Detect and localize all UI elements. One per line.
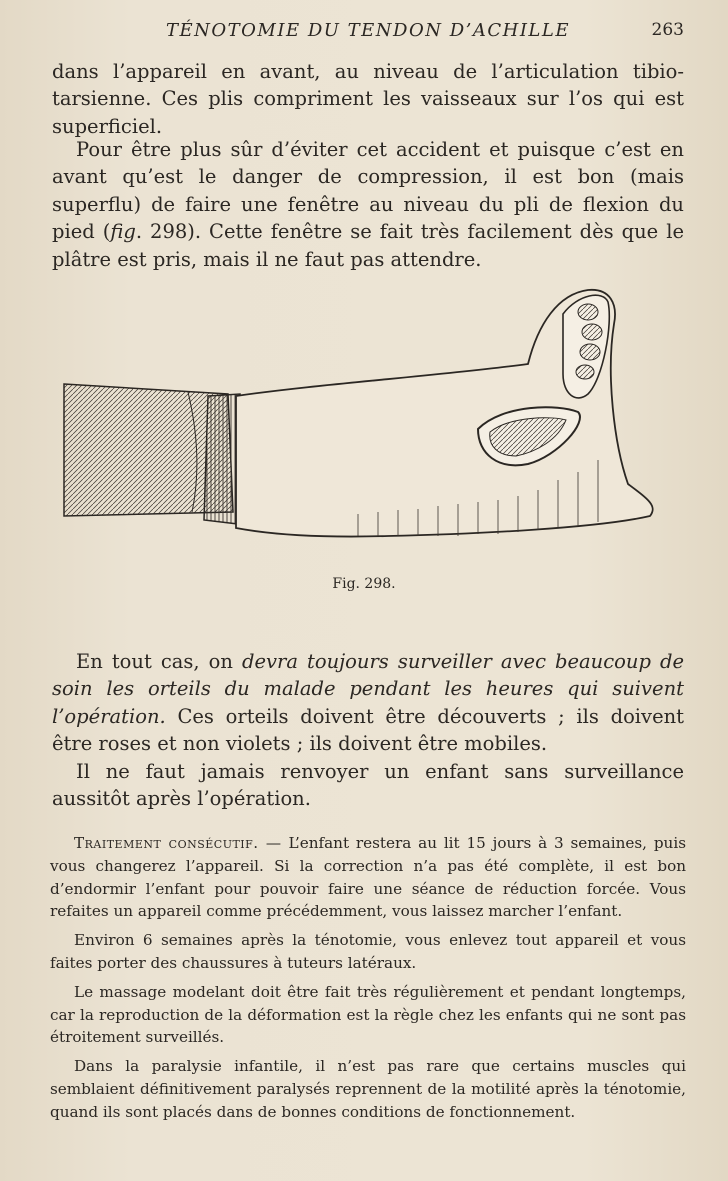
toe-1	[578, 304, 598, 320]
paragraph-2-after: . 298). Cette fenêtre se fait très facilement dès que le plâtre est pris, mais il ne faut pas attendre.	[52, 220, 684, 271]
paragraph-2-before: Pour être plus sûr d’éviter cet accident et puisque c’est en avant qu’est le danger de compression, il est bon (mais superflu) de faire une fenêtre au niveau du pli de flexion du pied (	[52, 138, 684, 244]
toe-4	[576, 365, 594, 379]
figure-298	[58, 284, 666, 554]
paragraph-group-bottom	[52, 648, 684, 812]
small-paragraph-1-text: L’enfant restera au lit 15 jours à 3 semaines, puis vous changerez l’appareil. Si la correction n’a pas été complète, il est bon d’endormir l’enfant pour pouvoir faire une séance de réduction forcée. Vous refaites un appareil comme précédemment, vous laissez marcher l’enfant.	[50, 834, 686, 921]
paragraph-continued	[52, 58, 684, 140]
running-title: TÉNOTOMIE DU TENDON D’ACHILLE	[166, 20, 570, 41]
paragraph-3-rest: Ces orteils doivent être découverts ; ils doivent être roses et non violets ; ils doivent être mobiles.	[52, 704, 684, 756]
cast-padding-cuff	[204, 394, 240, 524]
paragraph-1: dans l’appareil en avant, au niveau de l’articulation tibio-tarsienne. Ces plis compriment les vaisseaux sur l’os qui est superficiel.	[52, 60, 684, 138]
small-paragraph-4: Dans la paralysie infantile, il n’est pas rare que certains muscles qui semblaient définitivement paralysés reprennent de la motilité après la ténotomie, quand ils sont placés dans de bonnes conditions de fonctionnement.	[50, 1057, 686, 1121]
page-number: 263	[651, 20, 684, 40]
toe-2	[582, 324, 602, 340]
toe-3	[580, 344, 600, 360]
small-paragraph-3: Le massage modelant doit être fait très régulièrement et pendant longtemps, car la reproduction de la déformation est la règle chez les enfants qui ne sont pas étroitement surveillés.	[50, 982, 686, 1047]
paragraph-3-lead: En tout cas, on	[76, 650, 242, 673]
paragraph-4: Il ne faut jamais renvoyer un enfant sans surveillance aussitôt après l’opération.	[52, 759, 684, 811]
paragraph-3	[52, 648, 684, 758]
small-paragraph-2: Environ 6 semaines après la ténotomie, vous enlevez tout appareil et vous faites porter des chaussures à tuteurs latéraux.	[50, 931, 686, 972]
paragraph-3-italic: devra toujours surveiller avec beaucoup de soin les orteils du malade pendant les heures qui suivent l’opération.	[52, 650, 684, 728]
running-head	[52, 20, 684, 44]
section-heading: Traitement consécutif. —	[74, 834, 282, 852]
paragraph-window	[52, 136, 684, 273]
fig-reference: fig	[110, 220, 136, 244]
leg-in-plaster-cast-illustration	[58, 284, 666, 554]
small-print-section	[50, 832, 686, 1130]
figure-caption: Fig. 298.	[332, 576, 396, 592]
small-paragraph-1	[50, 832, 686, 923]
paragraph-2	[52, 136, 684, 273]
